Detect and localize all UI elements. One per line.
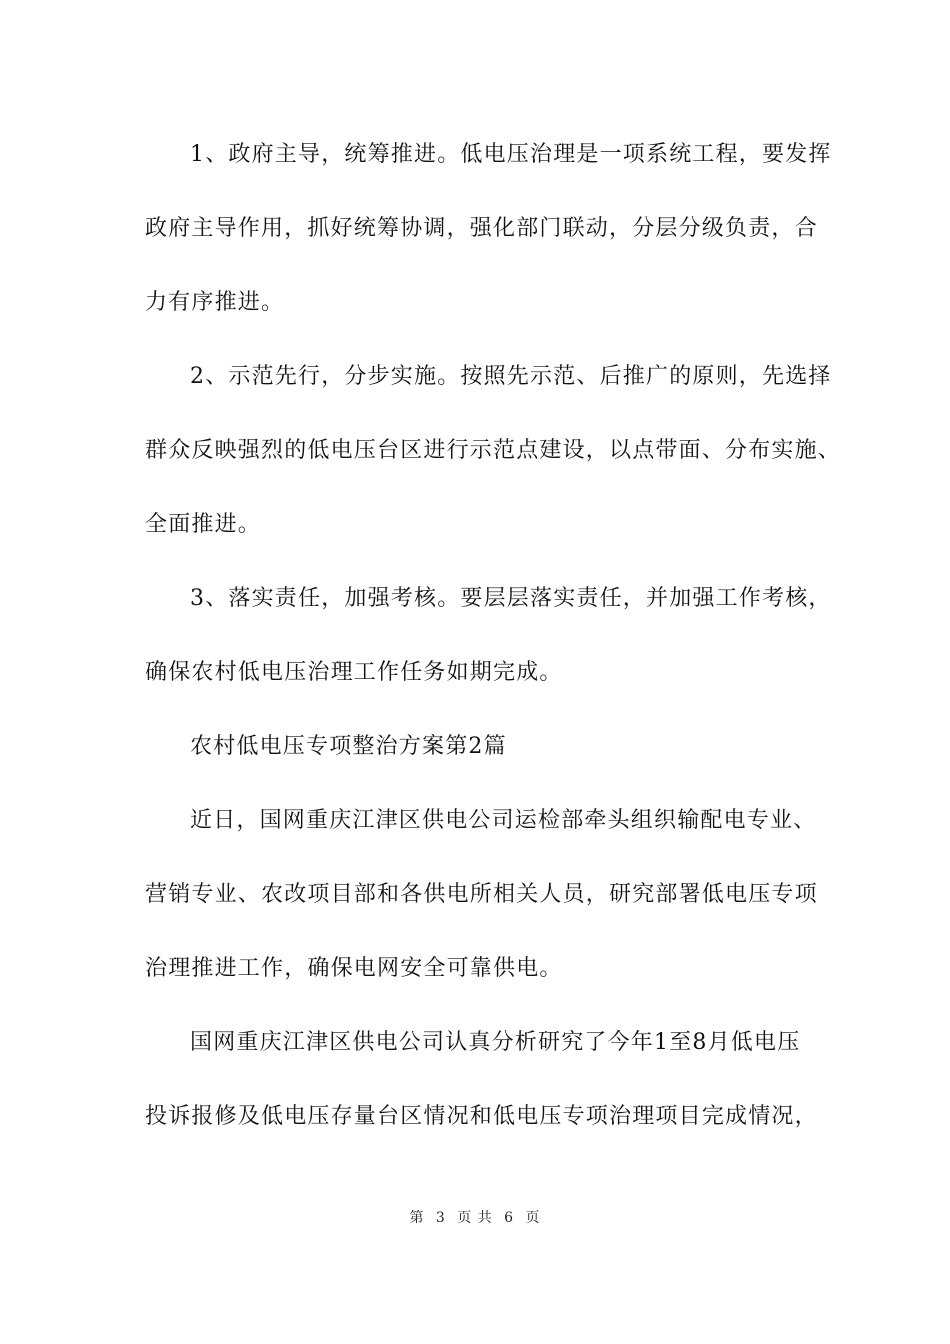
paragraph-line: 营销专业、农改项目部和各供电所相关人员，研究部署低电压专项 bbox=[145, 882, 818, 907]
paragraph-line: 3、落实责任，加强考核。要层层落实责任，并加强工作考核， bbox=[190, 586, 832, 611]
paragraph-line: 1、政府主导，统筹推进。低电压治理是一项系统工程，要发挥 bbox=[190, 142, 832, 167]
paragraph-line: 投诉报修及低电压存量台区情况和低电压专项治理项目完成情况， bbox=[145, 1104, 818, 1129]
paragraph-line: 2、示范先行，分步实施。按照先示范、后推广的原则，先选择 bbox=[190, 364, 832, 389]
section-heading: 农村低电压专项整治方案第2篇 bbox=[190, 734, 507, 759]
footer-middle: 页 共 bbox=[457, 1210, 493, 1226]
paragraph-line: 确保农村低电压治理工作任务如期完成。 bbox=[145, 660, 563, 685]
footer-prefix: 第 bbox=[409, 1210, 425, 1226]
paragraph-line: 近日，国网重庆江津区供电公司运检部牵头组织输配电专业、 bbox=[190, 808, 817, 833]
paragraph-line: 治理推进工作，确保电网安全可靠供电。 bbox=[145, 956, 563, 981]
total-pages-number: 6 bbox=[504, 1210, 515, 1226]
paragraph-line: 力有序推进。 bbox=[145, 290, 285, 315]
page-number-footer bbox=[0, 1208, 950, 1228]
paragraph-line: 群众反映强烈的低电压台区进行示范点建设，以点带面、分布实施、 bbox=[145, 438, 842, 463]
paragraph-line: 国网重庆江津区供电公司认真分析研究了今年1至8月低电压 bbox=[190, 1030, 801, 1055]
paragraph-line: 全面推进。 bbox=[145, 512, 262, 537]
paragraph-line: 政府主导作用，抓好统筹协调，强化部门联动，分层分级负责，合 bbox=[145, 216, 818, 241]
current-page-number: 3 bbox=[435, 1210, 446, 1226]
footer-suffix: 页 bbox=[525, 1210, 541, 1226]
